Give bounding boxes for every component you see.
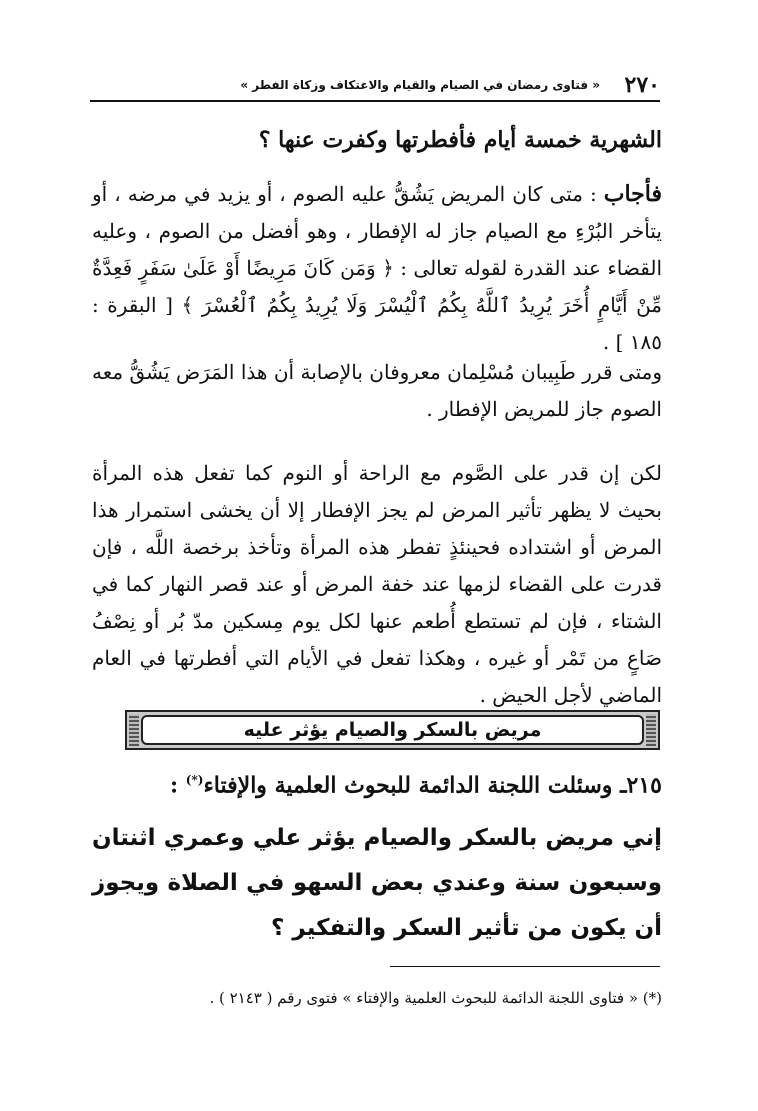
paragraph-ruling: لكن إن قدر على الصَّوم مع الراحة أو النوم كما تفعل هذه المرأة بحيث لا يظهر تأثير المرض لم يجز الإفطار إلا أن يخشى استمرار هذا المرض أو اشتداده فحينئذٍ تفطر هذه المرأة وتأخذ برخصة اللَّه ، فإن قدرت على القضاء لزمها عند خفة المرض أو عند قصر النهار كما في الشتاء ، فإن لم تستطع أُطعم عنها لكل يوم مِسكين مدّ بُر أو نِصْفُ صَاعٍ من تَمْر أو غيره ، وهكذا تفعل في الأيام التي أفطرتها في العام الماضي لأجل الحيض .	[92, 461, 662, 707]
paragraph-doctors: ومتى قرر طَبِيبان مُسْلِمان معروفان بالإصابة أن هذا المَرَض يَشُقُّ معه الصوم جاز للمريض الإفطار .	[92, 360, 662, 421]
page-header	[90, 66, 660, 100]
banner-ornament-left	[129, 714, 139, 746]
footnote-marker: (*)	[185, 773, 204, 787]
running-title: « فتاوى رمضان في الصيام والقيام والاعتكاف وزكاة الفطر »	[240, 78, 600, 92]
question-number: ٢١٥ـ	[620, 772, 662, 799]
answer-lead: فأجاب	[603, 181, 662, 207]
page-number: ٢٧٠	[624, 72, 660, 98]
question-colon: :	[170, 772, 179, 799]
answer-text: : متى كان المريض يَشُقُّ عليه الصوم ، أو يزيد في مرضه ، أو يتأخر البُرْءِ مع الصيام جاز له الإفطار ، وهو أفضل من الصوم ، وعليه القضاء عند القدرة لقوله تعالى : ﴿ وَمَن كَانَ مَرِيضًا أَوْ عَلَىٰ سَفَرٍ فَعِدَّةٌ مِّنْ أَيَّامٍ أُخَرَ يُرِيدُ ٱللَّهُ بِكُمُ ٱلْيُسْرَ وَلَا يُرِيدُ بِكُمُ ٱلْعُسْرَ ﴾ [ البقرة : ١٨٥ ] .	[92, 182, 662, 354]
banner-ornament-right	[646, 714, 656, 746]
question-intro: وسئلت اللجنة الدائمة للبحوث العلمية والإفتاء	[203, 772, 613, 799]
footnote-divider	[390, 966, 660, 967]
header-divider	[90, 100, 660, 102]
section-title: مريض بالسكر والصيام يؤثر عليه	[141, 715, 644, 745]
footnote: (*) « فتاوى اللجنة الدائمة للبحوث العلمية والإفتاء » فتوى رقم ( ٢١٤٣ ) .	[209, 989, 662, 1007]
section-banner	[125, 710, 660, 750]
answer-paragraph	[92, 176, 662, 361]
question-heading	[92, 760, 662, 805]
question-body: إني مريض بالسكر والصيام يؤثر علي وعمري اثنتان وسبعون سنة وعندي بعض السهو في الصلاة ويجوز أن يكون من تأثير السكر والتفكير ؟	[92, 825, 662, 941]
question-continuation: الشهرية خمسة أيام فأفطرتها وكفرت عنها ؟	[258, 127, 662, 153]
